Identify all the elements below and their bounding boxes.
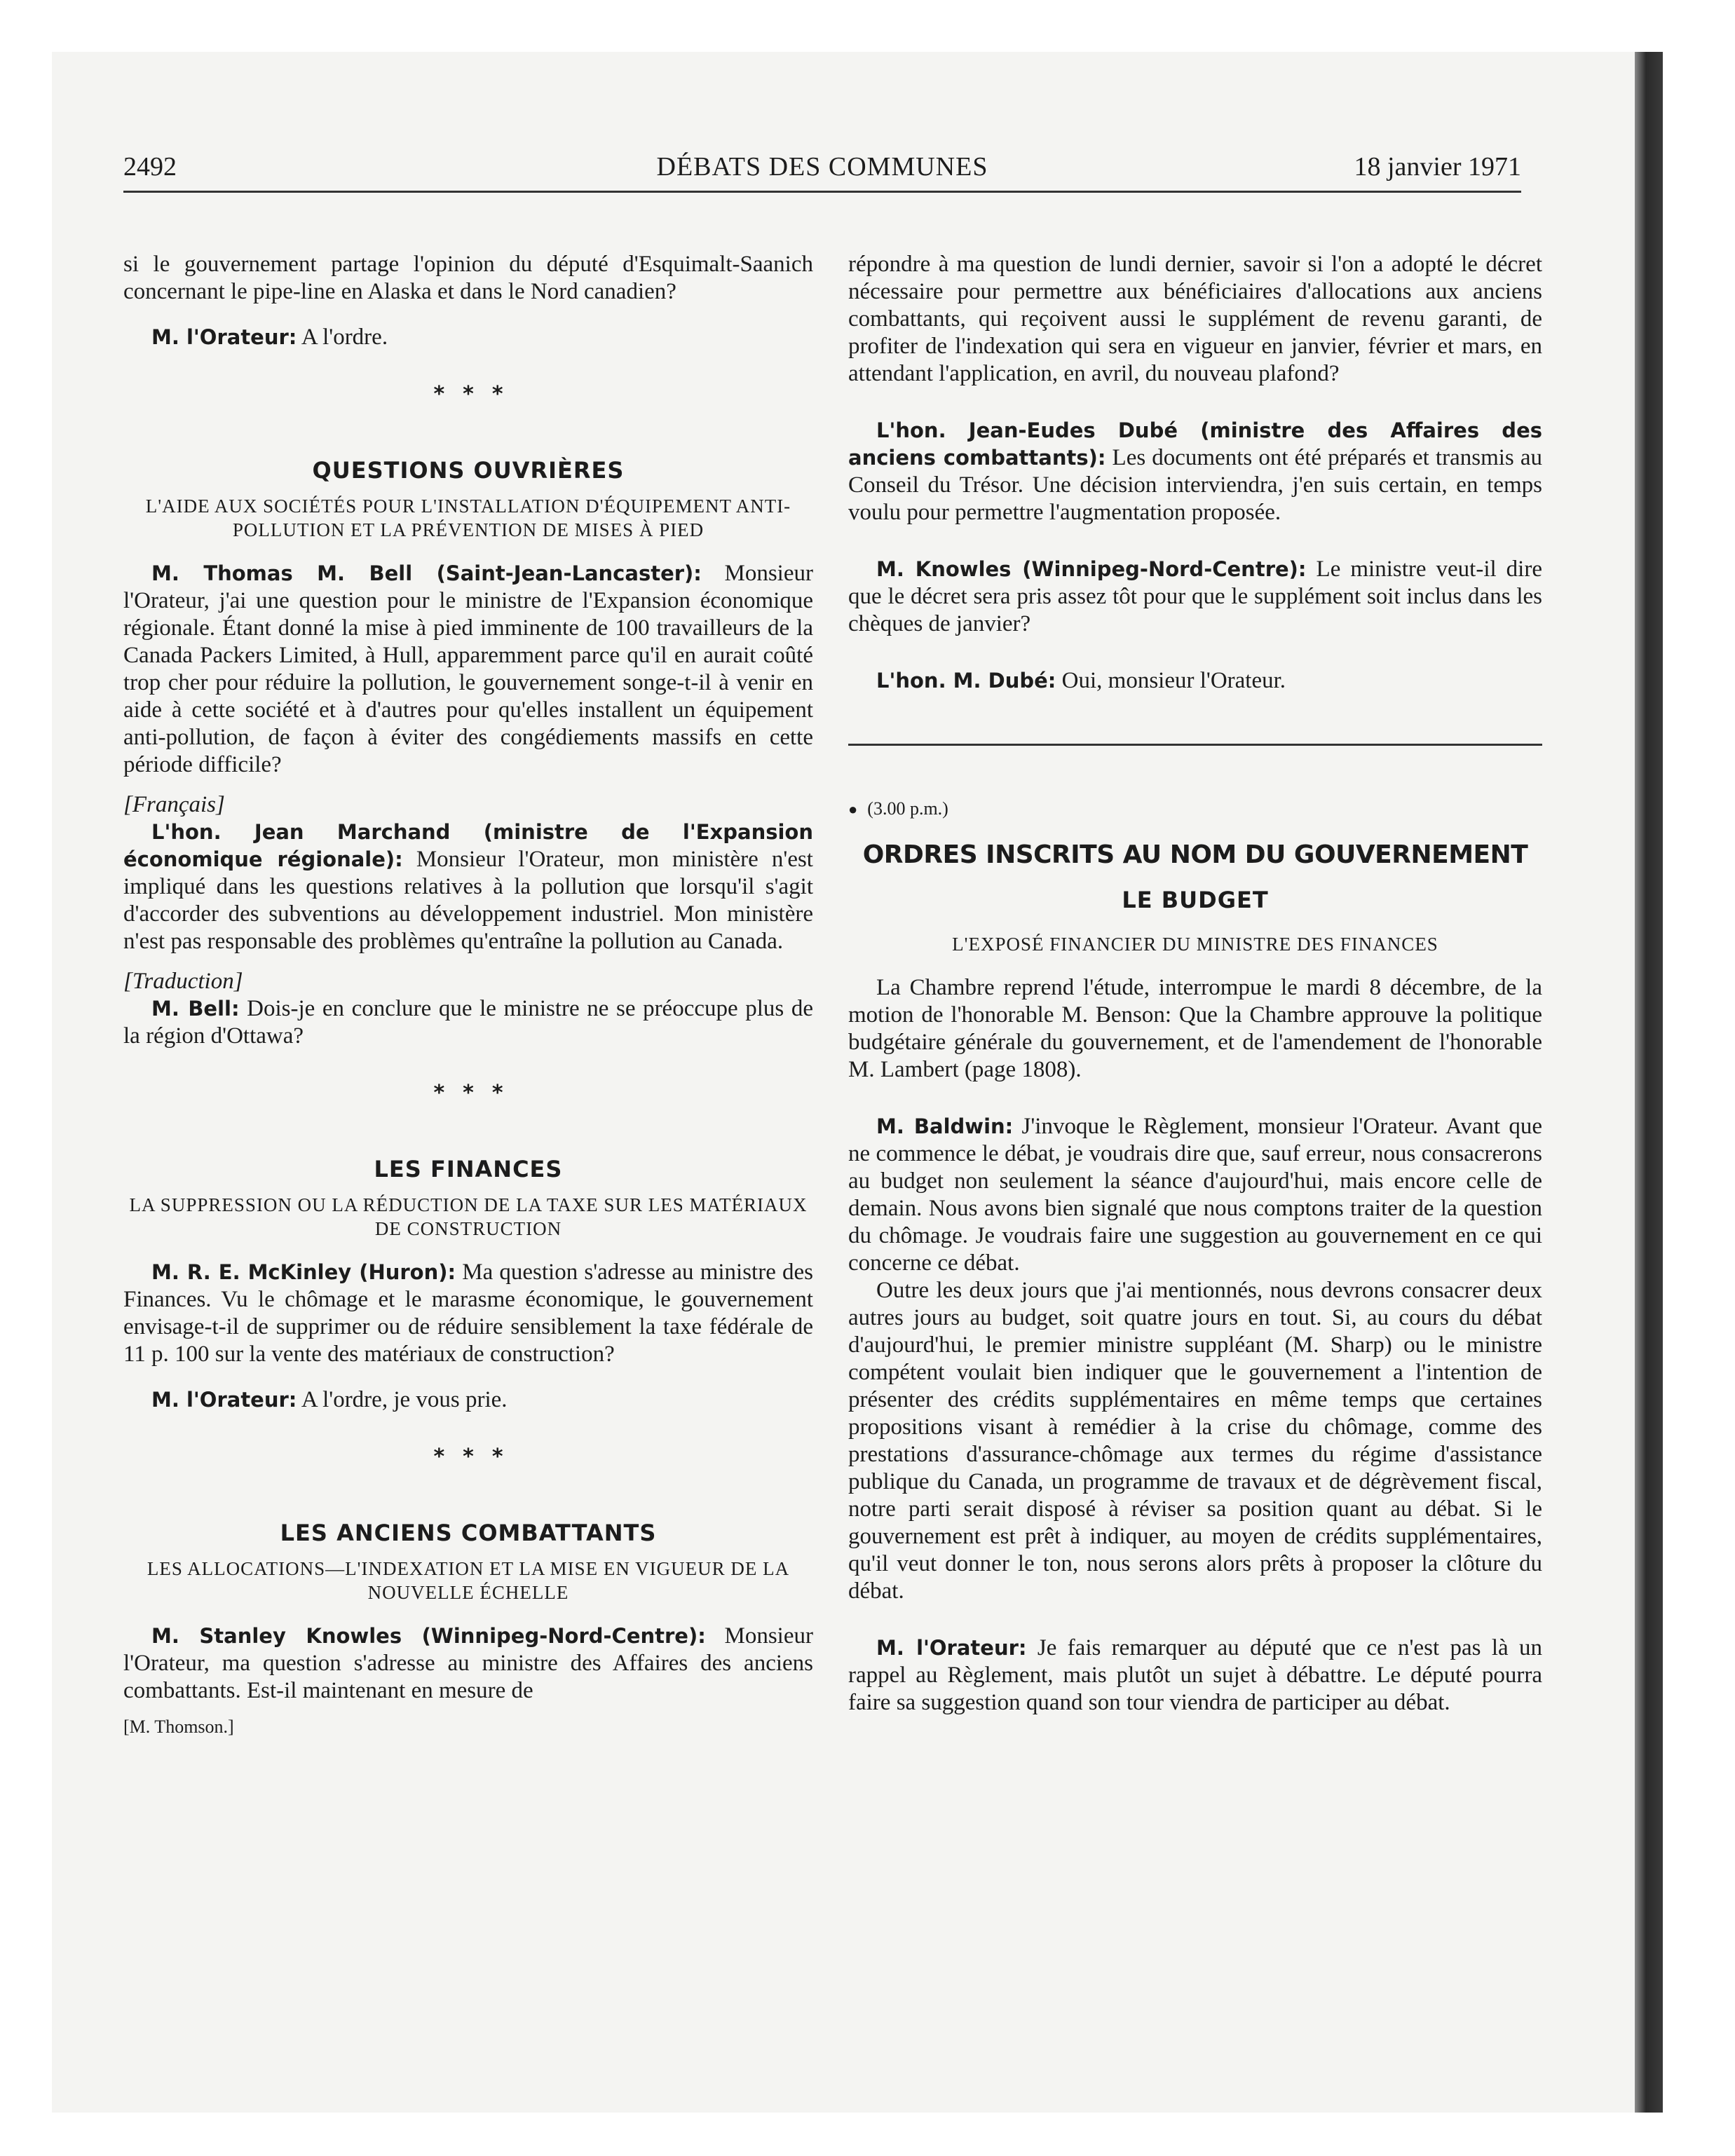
speaker: M. Baldwin: bbox=[876, 1114, 1014, 1138]
paragraph: répondre à ma question de lundi dernier, savoir si l'on a adopté le décret nécessaire pour permettre aux bénéficiaires d'allocations aux anciens combattants, qui reçoivent aussi le supplément de revenu garanti, de profiter de l'indexation qui sera en vigueur en janvier, février et mars, en attendant l'application, en avril, du nouveau plafond? bbox=[848, 252, 1542, 386]
paragraph: M. l'Orateur: A l'ordre, je vous prie. bbox=[151, 1387, 508, 1412]
section-subtitle: LES ALLOCATIONS—L'INDEXATION ET LA MISE EN VIGUEUR DE LA NOUVELLE ÉCHELLE bbox=[147, 1558, 790, 1603]
language-note: [Français] bbox=[123, 792, 225, 817]
speaker: M. l'Orateur: bbox=[151, 1388, 297, 1412]
paragraph: L'hon. Jean Marchand (ministre de l'Expansion économique régionale): Monsieur l'Orateur, mon ministère n'est impliqué dans les questions relatives à la pollution que lorsqu'il s'agit d'accorder des subventions au développement industriel. Mon ministère n'est pas responsable des problèmes qu'entraîne la pollution au Canada. bbox=[123, 820, 813, 954]
speaker: M. Stanley Knowles (Winnipeg-Nord-Centre): bbox=[151, 1624, 706, 1648]
language-note: [Traduction] bbox=[123, 969, 243, 994]
speaker: M. l'Orateur: bbox=[151, 325, 297, 349]
time-marker: ● (3.00 p.m.) bbox=[848, 798, 948, 819]
page-header bbox=[123, 149, 1521, 193]
section-subtitle: L'EXPOSÉ FINANCIER DU MINISTRE DES FINANCES bbox=[952, 934, 1438, 955]
paragraph: M. Stanley Knowles (Winnipeg-Nord-Centre): Monsieur l'Orateur, ma question s'adresse au ministre des Affaires des anciens combattants. Est-il maintenant en mesure de bbox=[123, 1623, 813, 1703]
footer-note: [M. Thomson.] bbox=[123, 1717, 234, 1737]
speaker: M. Knowles (Winnipeg-Nord-Centre): bbox=[876, 557, 1307, 581]
page-number: 2492 bbox=[123, 152, 177, 182]
speaker: M. R. E. McKinley (Huron): bbox=[151, 1260, 456, 1284]
paragraph: M. l'Orateur: Je fais remarquer au député que ce n'est pas là un rappel au Règlement, mais plutôt un sujet à débattre. Le député pourra faire sa suggestion quand son tour viendra de participer au débat. bbox=[848, 1635, 1543, 1715]
section-subtitle: L'AIDE AUX SOCIÉTÉS POUR L'INSTALLATION D'ÉQUIPEMENT ANTI-POLLUTION ET LA PRÉVENTION DE MISES À PIED bbox=[145, 496, 791, 540]
paragraph: M. Baldwin: J'invoque le Règlement, monsieur l'Orateur. Avant que ne commence le débat, je voudrais dire que, sauf erreur, nous consacrerons au budget non seulement la séance d'aujourd'hui, mais encore celle de demain. Nous avons bien signalé que nous comptons traiter de la question du chômage. Je voudrais faire une suggestion au gouvernement en ce qui concerne ce débat. bbox=[848, 1114, 1542, 1276]
orders-title: ORDRES INSCRITS AU NOM DU GOUVERNEMENT bbox=[862, 840, 1528, 869]
section-separator: *** bbox=[433, 1081, 522, 1105]
left-column bbox=[123, 251, 813, 1740]
book-spine-shadow bbox=[1635, 52, 1663, 2113]
section-title: LE BUDGET bbox=[1122, 887, 1269, 913]
speaker: M. l'Orateur: bbox=[876, 1636, 1027, 1660]
section-title: LES FINANCES bbox=[374, 1156, 563, 1182]
paragraph: si le gouvernement partage l'opinion du député d'Esquimalt-Saanich concernant le pipe-line en Alaska et dans le Nord canadien? bbox=[123, 252, 813, 304]
paragraph: M. Knowles (Winnipeg-Nord-Centre): Le ministre veut-il dire que le décret sera pris assez tôt pour que le supplément soit inclus dans les chèques de janvier? bbox=[848, 557, 1542, 636]
page-date: 18 janvier 1971 bbox=[1354, 152, 1521, 182]
section-separator: *** bbox=[433, 1445, 522, 1469]
bullet-icon: ● bbox=[848, 800, 858, 818]
section-subtitle: LA SUPPRESSION OU LA RÉDUCTION DE LA TAXE SUR LES MATÉRIAUX DE CONSTRUCTION bbox=[129, 1194, 808, 1239]
right-column bbox=[848, 251, 1542, 1717]
speaker: L'hon. Jean Marchand (ministre de l'Expansion économique régionale): bbox=[123, 820, 813, 871]
paragraph: M. Bell: Dois-je en conclure que le ministre ne se préoccupe plus de la région d'Ottawa? bbox=[123, 996, 813, 1049]
speaker: L'hon. Jean-Eudes Dubé (ministre des Affaires des anciens combattants): bbox=[848, 418, 1542, 470]
publication-title: DÉBATS DES COMMUNES bbox=[656, 152, 988, 182]
section-title: LES ANCIENS COMBATTANTS bbox=[280, 1520, 657, 1546]
section-separator: *** bbox=[433, 382, 522, 407]
paragraph: La Chambre reprend l'étude, interrompue le mardi 8 décembre, de la motion de l'honorable M. Benson: Que la Chambre approuve la politique budgétaire générale du gouvernement, et de l'amendement de l'honorable M. Lambert (page 1808). bbox=[848, 975, 1542, 1082]
paragraph: Outre les deux jours que j'ai mentionnés, nous devrons consacrer deux autres jours au budget, soit quatre jours en tout. Si, au cours du débat d'aujourd'hui, le premier ministre suppléant (M. Sharp) ou le ministre compétent voulait bien indiquer que le gouvernement a l'intention de présenter des crédits supplémentaires en même temps que certaines propositions visant à remédier à la crise du chômage, comme des prestations d'assurance-chômage aux termes du régime d'assistance publique du Canada, un programme de travaux et de dégrèvement fiscal, notre parti serait disposé à réviser sa position quant au débat. Si le gouvernement est prêt à indiquer, au moyen de crédits supplémentaires, qu'il veut donner le ton, nous serons alors prêts à proposer la clôture du débat. bbox=[848, 1278, 1542, 1604]
paragraph: M. l'Orateur: A l'ordre. bbox=[151, 325, 388, 350]
speaker: M. Bell: bbox=[151, 997, 240, 1021]
paragraph: M. R. E. McKinley (Huron): Ma question s'adresse au ministre des Finances. Vu le chômage et le marasme économique, le gouvernement envisage-t-il de supprimer ou de réduire sensiblement la taxe fédérale de 11 p. 100 sur la vente des matériaux de construction? bbox=[123, 1260, 814, 1367]
speaker: L'hon. M. Dubé: bbox=[876, 669, 1056, 692]
paragraph: L'hon. Jean-Eudes Dubé (ministre des Affaires des anciens combattants): Les documents ont été préparés et transmis au Conseil du Trésor. Une décision interviendra, j'en suis certain, en temps voulu pour permettre l'augmentation proposée. bbox=[848, 418, 1542, 525]
speaker: M. Thomas M. Bell (Saint-Jean-Lancaster): bbox=[151, 561, 702, 585]
paragraph: L'hon. M. Dubé: Oui, monsieur l'Orateur. bbox=[876, 668, 1286, 693]
section-title: QUESTIONS OUVRIÈRES bbox=[312, 457, 625, 484]
paragraph: M. Thomas M. Bell (Saint-Jean-Lancaster): Monsieur l'Orateur, j'ai une question pour le ministre de l'Expansion économique régionale. Étant donné la mise à pied imminente de 100 travailleurs de la Canada Packers Limited, à Hull, apparemment parce qu'il en aurait coûté trop cher pour réduire la pollution, le gouvernement songe-t-il à venir en aide à cette société et à d'autres pour qu'elles installent un équipement anti-pollution, de façon à éviter des congédiements massifs en cette période difficile? bbox=[123, 561, 813, 777]
